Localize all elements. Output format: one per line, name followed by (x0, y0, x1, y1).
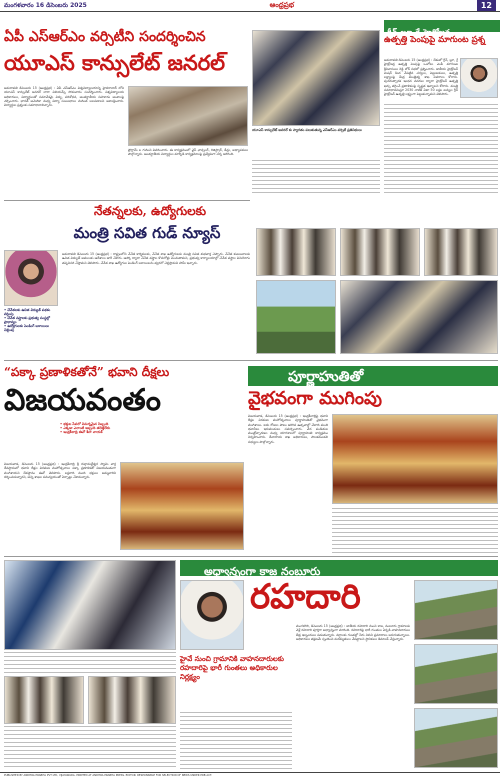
story6-kicker: అధ్వాన్నంగా కాజ నంబూరు (204, 565, 321, 578)
story4-kicker: “పక్కా ప్రణాళికతోనే” భవాని దీక్షలు (4, 365, 170, 379)
photo-5 (340, 280, 498, 354)
story1-kicker: ఏపీ ఎస్ఆర్ఎం వర్సిటీని సందర్శించిన (4, 29, 206, 45)
story4-headline: విజయవంతం (4, 383, 161, 418)
story1-photo-ceremony (252, 30, 380, 126)
story4-bullets: • భక్తుల సేవలో నిమగ్నమైన సిబ్బంది • ఎక్కడా ఎలాంటి ఇబ్బంది తలెత్తలేదు • ఇంద్రకీలాద్రి ఈవో శీనా నాయక్ (60, 422, 111, 434)
story2-headline: ఉత్పత్తి పెంపుపై మాగుంట ప్రశ్న (384, 35, 486, 45)
story5-headline: పూర్ణాహుతితో (288, 369, 364, 385)
photo-bottom-2 (88, 676, 176, 724)
story1-body: అమరావతి డిసెంబరు 15 (ఆంధ్రప్రభ) : ఏపీ ఎస్ఆర్ఎం విశ్వవిద్యాలయాన్ని హైదరాబాద్ లోని యూఎస్ కాన్సులేట్ జనరల్ లారా విలియమ్స్ సోమవారం సందర్శించారు. విశ్వవిద్యాలయ అధికారులు, విద్యార్థులతో సమావేశమై విద్య, పరిశోధన, అంతర్జాతీయ సహకారం అంశాలపై చర్చించారు. భారత్ అమెరికా మధ్య విద్యా సంబంధాలు మరింత బలపడాలని ఆకాంక్షించారు. విద్యార్థుల ప్రశ్నలకు సమాధానాలిచ్చారు. (4, 86, 124, 108)
story2-kicker-bar (384, 20, 500, 37)
story6-photo-mid (414, 644, 498, 704)
masthead (0, 0, 500, 12)
photo-4 (256, 280, 336, 354)
story6-kicker-bar (180, 560, 498, 576)
award-photo (4, 560, 176, 650)
story6-person-photo (180, 580, 244, 650)
story4-photo (120, 462, 244, 550)
photo-1 (256, 228, 336, 276)
masthead-paper-name: ఆంధ్రప్రభ (269, 0, 294, 9)
photo-bottom-1 (4, 676, 84, 724)
divider (4, 360, 498, 361)
story4-body: విజయవాడ, డిసెంబరు 15 (ఆంధ్రప్రభ) : ఇంద్రకీలాద్రి శ్రీ దుర్గామల్లేశ్వర స్వామి వార్ల దేవస్థానంలో భవాని దీక్షల విరమణ మహోత్సవాలు పక్కా ప్రణాళికతో విజయవంతంగా ముగిశాయని దేవస్థానం ఈవో తెలిపారు. లక్షలాది మంది భక్తులు అమ్మవారిని దర్శించుకున్నారని, అన్ని శాఖల సమన్వయంతో ఏర్పాట్లు చేశామన్నారు. (4, 462, 116, 479)
story1-photo (128, 86, 248, 146)
bottom-text (4, 726, 176, 770)
divider (4, 556, 498, 557)
story5-headline-bar (248, 366, 498, 386)
story1-body2: ప్రోగ్రామ్ ల గురించి వివరించారు. ఈ కార్యక్రమంలో వైస్ ఛాన్సలర్, రిజిస్ట్రార్, డీన్లు, అధ్యాపకులు పాల్గొన్నారు. అంతర్జాతీయ విద్యార్థుల మార్పిడి కార్యక్రమాలపై ప్రత్యేకంగా చర్చ జరిగింది. (128, 148, 248, 157)
story1-headline: యూఎస్ కాన్సులేట్ జనరల్ (4, 50, 226, 75)
story5-headline2: వైభవంగా ముగింపు (248, 388, 382, 409)
story2-text-continued (384, 104, 498, 196)
story6-text-continued (180, 712, 292, 770)
story5-body: విజయవాడ, డిసెంబరు 15 (ఆంధ్రప్రభ) : ఇంద్రకీలాద్రిపై భవాని దీక్షల విరమణ మహోత్సవాలు పూర్ణాహుతితో వైభవంగా ముగిశాయి. ఐదు రోజుల పాటు జరిగిన ఉత్సవాల్లో వేలాది మంది భవానీలు ఇరుముడులు సమర్పించారు. వేద పండితుల మంత్రోచ్చారణల మధ్య యాగశాలలో పూర్ణాహుతి కార్యక్రమం నిర్వహించారు. దేవాదాయ శాఖ అధికారులు, పాలకమండలి సభ్యులు పాల్గొన్నారు. (248, 414, 328, 444)
photo-2 (340, 228, 420, 276)
story6-body: మంగళగిరి, డిసెంబరు 15 (ఆంధ్రప్రభ) : జాతీయ రహదారి నుంచి కాజ, నంబూరు గ్రామాలకు వెళ్లే రహదారి పూర్తిగా అధ్వాన్నంగా మారింది. రహదారిపై భారీ గుంతలు ఏర్పడి వాహనదారులు తీవ్ర ఇబ్బందులు పడుతున్నారు. వర్షాలకు గుంతల్లో నీరు నిలిచి ప్రమాదాలు జరుగుతున్నాయి. అధికారులు తక్షణమే స్పందించి మరమ్మతులు చేపట్టాలని స్థానికులు డిమాండ్ చేస్తున్నారు. (296, 624, 410, 641)
story3-minister-photo (4, 250, 58, 306)
masthead-date: మంగళవారం 16 డిసెంబరు 2025 (4, 1, 87, 9)
story2-kicker: గ్రీన్-బ్లూ-గ్రే-హైడ్రోజన్ల (387, 28, 451, 37)
divider (4, 200, 250, 201)
story6-sub: హైవే నుంచి గ్రామానికి వాహనదారులకు రహదారిపై భారీ గుంతలు అధికారుల నిర్లక్ష్యం (180, 654, 284, 681)
story6-photo-bottom (414, 708, 498, 768)
award-caption (4, 652, 176, 674)
story3-body: అమరావతి డిసెంబరు 15 (ఆంధ్రప్రభ) : రాష్ట్రంలోని చేనేత కార్మికులకు, చేనేత శాఖ ఉద్యోగులకు మంత్రి సవిత శుభవార్త చెప్పారు. చేనేత కుటుంబాలకు ఉచిత విద్యుత్ అమలుకు ఆదేశాలు జారీ చేశారు. ఆప్కో ద్వారా చేనేత వస్త్రాల కొనుగోళ్లు పెంచుతామని, ప్రభుత్వ కార్యాలయాల్లో చేనేత వస్త్రాల వినియోగం తప్పనిసరి చేస్తామని తెలిపారు. చేనేత శాఖ ఉద్యోగుల పెండింగ్ బకాయిలను త్వరలో చెల్లిస్తామని హామీ ఇచ్చారు. (62, 252, 250, 265)
story2-mp-photo (460, 58, 498, 98)
story1-text-continued (252, 160, 380, 196)
story5-text-continued (332, 508, 498, 554)
page-number: 12 (477, 0, 496, 11)
photo-3 (424, 228, 498, 276)
story3-kicker: నేతన్నలకు, ఉద్యోగులకు (93, 204, 207, 218)
story3-bullets: • చేనేతలకు ఉచిత విద్యుత్ పథకం వర్తింపు • చేనేత వస్త్రాలకు ప్రభుత్వ సంస్థల్లో ప్రాధాన్యం • ఉద్యోగులకు పెండింగ్ బకాయిలు చెల్లింపు (4, 308, 51, 332)
story3-headline: మంత్రి సవిత గుడ్ న్యూస్ (73, 224, 221, 242)
story1-caption: యూఎస్ కాన్సులేట్ జనరల్ కు స్వాగతం పలుకుతున్న ఎస్ఆర్ఎం వర్సిటీ ప్రతినిధులు (252, 128, 362, 132)
story2-body: అమరావతి డిసెంబరు 15 (ఆంధ్రప్రభ) : దేశంలో గ్రీన్, బ్లూ, గ్రే హైడ్రోజన్ల ఉత్పత్తి పెంపుపై ఒంగోలు ఎంపీ మాగుంట శ్రీనివాసులు రెడ్డి లోక్ సభలో ప్రశ్నించారు. జాతీయ హైడ్రోజన్ మిషన్ కింద చేపట్టిన చర్యలు, పెట్టుబడులు, ఉత్పత్తి లక్ష్యాలపై కేంద్ర మంత్రిత్వ శాఖ వివరాలు కోరారు. పునరుత్పాదక ఇంధన వనరుల ద్వారా హైడ్రోజన్ ఉత్పత్తి ఖర్చు తగ్గించే ప్రణాళికలపై స్పష్టత ఇవ్వాలని కోరారు. మంత్రి సమాధానమిస్తూ 2030 నాటికి ఏటా 50 లక్షల టన్నుల గ్రీన్ హైడ్రోజన్ ఉత్పత్తి లక్ష్యంగా పెట్టుకున్నామని తెలిపారు. (384, 58, 458, 97)
imprint-line: PUBLISHED BY ANDHRA PRABHA PVT LTD, VIJAYAWADA. PRINTED AT ANDHRA PRABHA PRESS. EDITOR: RESPONSIBLE FOR SELECTION OF NEWS UNDER PRB ACT. (0, 772, 500, 780)
story6-photo-top (414, 580, 498, 640)
story5-photo (332, 414, 498, 504)
story6-headline: రహదారి (250, 577, 361, 617)
